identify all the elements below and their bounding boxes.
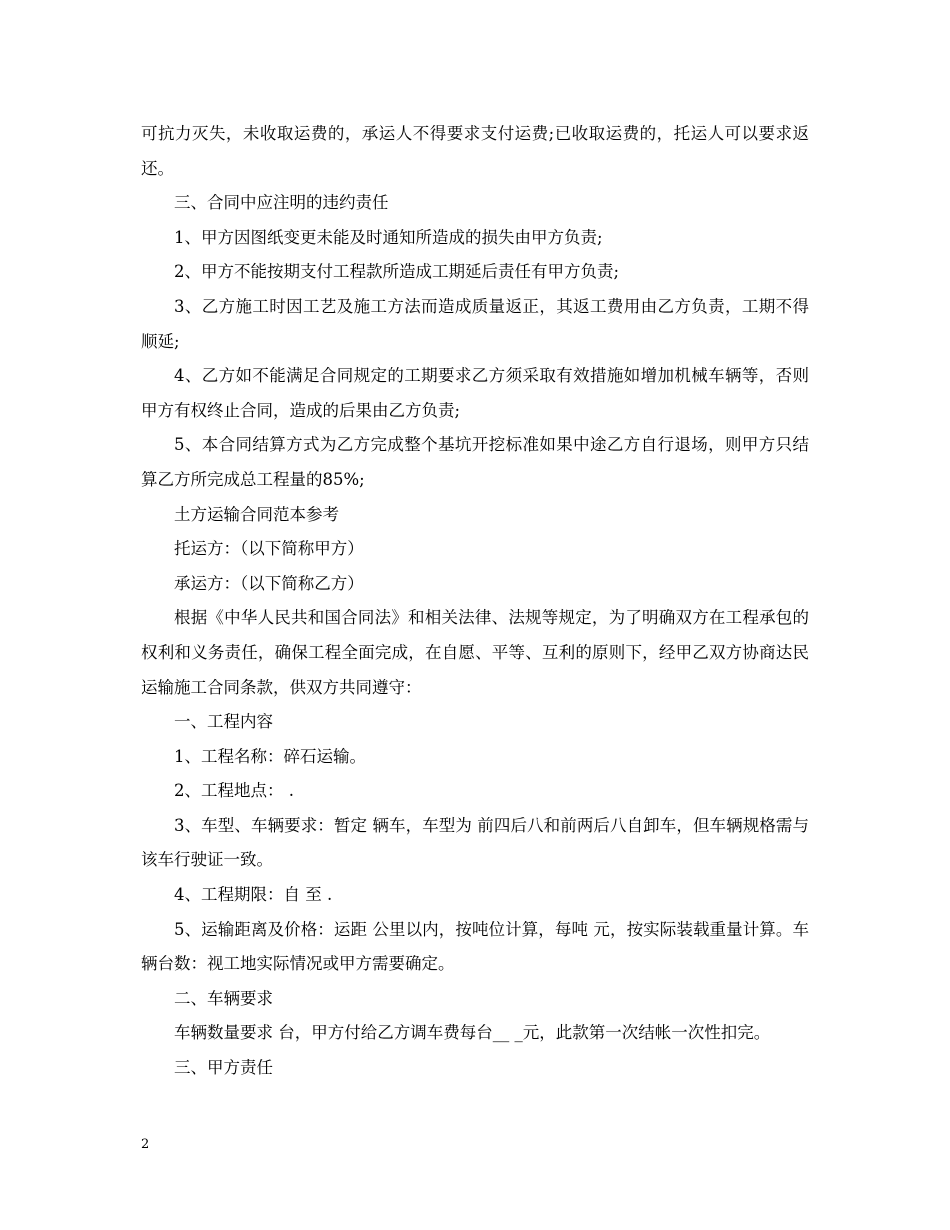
- section-heading: 三、合同中应注明的违约责任: [174, 193, 389, 213]
- page-number: 2: [141, 1137, 150, 1152]
- paragraph: 2、工程地点： .: [174, 781, 294, 801]
- paragraph: 2、甲方不能按期支付工程款所造成工期延后责任有甲方负责;: [174, 262, 620, 282]
- section-heading: 一、工程内容: [174, 712, 273, 732]
- section-heading: 三、甲方责任: [174, 1058, 273, 1078]
- paragraph: 可抗力灭失，未收取运费的，承运人不得要求支付运费;已收取运费的，托运人可以要求返还。: [141, 124, 809, 178]
- document-subtitle: 土方运输合同范本参考: [174, 504, 339, 524]
- paragraph: 4、乙方如不能满足合同规定的工期要求乙方须采取有效措施如增加机械车辆等，否则甲方有权终止合同，造成的后果由乙方负责;: [141, 366, 809, 420]
- paragraph: 3、车型、车辆要求：暂定 辆车，车型为 前四后八和前两后八自卸车，但车辆规格需与该车行驶证一致。: [141, 815, 809, 870]
- paragraph: 3、乙方施工时因工艺及施工方法而造成质量返正，其返工费用由乙方负责，工期不得顺延;: [141, 296, 809, 351]
- party-line: 承运方：（以下简称乙方）: [174, 573, 364, 593]
- paragraph: 根据《中华人民共和国合同法》和相关法律、法规等规定，为了明确双方在工程承包的权利和义务责任，确保工程全面完成，在自愿、平等、互利的原则下，经甲乙双方协商达民运输施工合同条款，供双方共同遵守：: [141, 608, 809, 697]
- paragraph: 4、工程期限：自 至 .: [174, 885, 333, 905]
- paragraph: 1、工程名称：碎石运输。: [174, 746, 366, 766]
- document-body: [141, 117, 809, 1086]
- party-line: 托运方：（以下简称甲方）: [174, 539, 364, 559]
- paragraph: 5、本合同结算方式为乙方完成整个基坑开挖标准如果中途乙方自行退场，则甲方只结算乙方所完成总工程量的85%;: [141, 435, 809, 489]
- paragraph: 5、运输距离及价格：运距 公里以内，按吨位计算，每吨 元，按实际装载重量计算。车辆台数：视工地实际情况或甲方需要确定。: [141, 919, 809, 974]
- paragraph: 1、甲方因图纸变更未能及时通知所造成的损失由甲方负责;: [174, 227, 603, 247]
- paragraph: 车辆数量要求 台，甲方付给乙方调车费每台__ _元，此款第一次结帐一次性扣完。: [174, 1023, 771, 1043]
- section-heading: 二、车辆要求: [174, 988, 273, 1008]
